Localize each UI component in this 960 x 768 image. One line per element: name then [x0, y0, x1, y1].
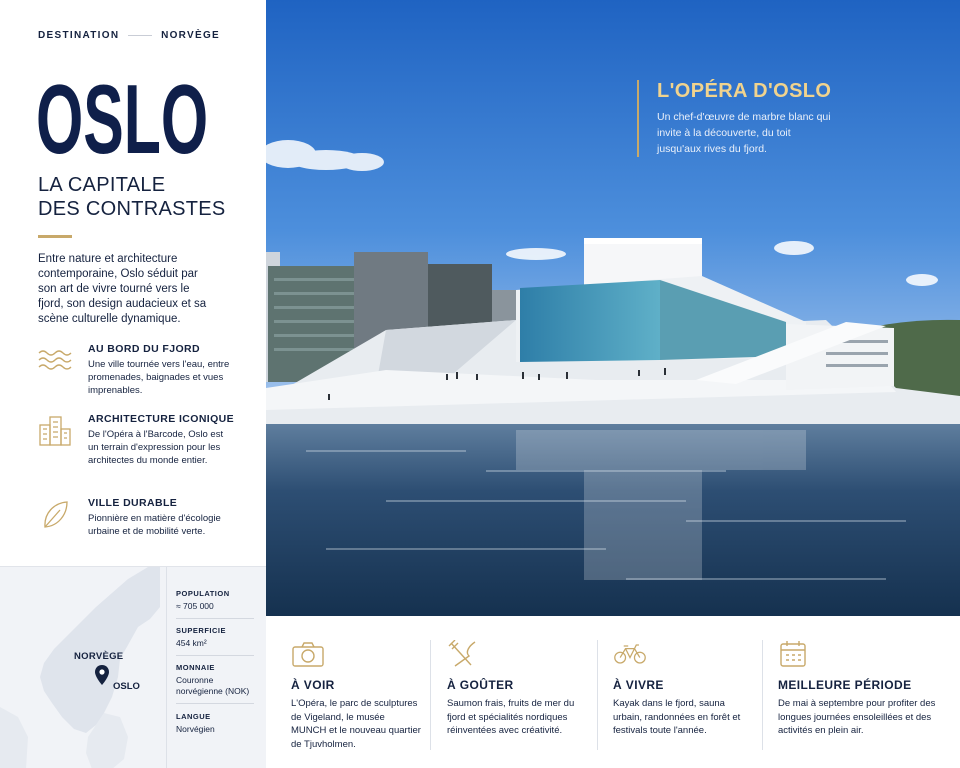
fact-label: SUPERFICIE [176, 626, 227, 635]
callout-desc: Un chef-d'œuvre de marbre blanc qui invite à la découverte, du toit jusqu'aux rives du fjord. [657, 111, 831, 155]
opera-illustration [266, 0, 960, 616]
info-cards [266, 616, 960, 768]
fact-value: Couronne norvégienne (NOK) [176, 675, 250, 696]
callout-title: L'OPÉRA D'OSLO [657, 80, 832, 102]
location-pin-icon [95, 665, 109, 685]
card-title: À VOIR [291, 678, 335, 692]
card-title: À GOÛTER [447, 678, 514, 692]
card-title: À VIVRE [613, 678, 664, 692]
feature-desc: De l'Opéra à l'Barcode, Oslo est un terrain d'expression pour les architectes du monde entier. [88, 429, 224, 466]
bicycle-icon [613, 640, 647, 668]
facts-panel [166, 567, 266, 768]
subtitle-line-2: DES CONTRASTES [38, 198, 226, 220]
feature-desc: Pionnière en matière d'écologie urbaine et de mobilité verte. [88, 513, 221, 537]
left-panel [0, 0, 266, 768]
waves-icon [36, 343, 74, 379]
map-city-label: OSLO [113, 681, 140, 692]
card-title: MEILLEURE PÉRIODE [778, 678, 912, 692]
fact-value: Norvégien [176, 724, 215, 734]
card-divider [430, 640, 431, 750]
card-desc: L'Opéra, le parc de sculptures de Vigeland, le musée MUNCH et le nouveau quartier de Tjuvholmen. [291, 698, 421, 750]
fact-value: 454 km² [176, 638, 207, 648]
page-subtitle [38, 173, 226, 221]
country-label: NORVÈGE [161, 30, 220, 41]
card-see [291, 616, 421, 768]
fact-value: ≈ 705 000 [176, 601, 214, 611]
fact-label: POPULATION [176, 589, 230, 598]
camera-icon [291, 640, 325, 668]
card-desc: Kayak dans le fjord, sauna urbain, randonnées en forêt et festivals toute l'année. [613, 698, 741, 736]
map-section [0, 566, 266, 768]
feature-sustainable [36, 497, 236, 538]
page-title: OSLO [36, 64, 209, 174]
subtitle-line-1: LA CAPITALE [38, 174, 166, 196]
hero-image [266, 0, 960, 616]
intro-text: Entre nature et architecture contemporaine, Oslo séduit par son art de vivre tourné vers le fjord, son design audacieux et sa scène culturelle dynamique. [38, 253, 207, 325]
map-country-label: NORVÈGE [74, 651, 124, 662]
fact-divider [176, 618, 254, 619]
fact-label: MONNAIE [176, 663, 215, 672]
card-divider [597, 640, 598, 750]
leaf-icon [36, 497, 74, 533]
opera-callout [637, 80, 837, 157]
fork-knife-icon [447, 640, 481, 668]
feature-title: VILLE DURABLE [88, 497, 178, 509]
card-live [613, 616, 748, 768]
feature-desc: Une ville tournée vers l'eau, entre promenades, baignades et vues imprenables. [88, 359, 230, 396]
buildings-icon [36, 413, 74, 449]
feature-fjord [36, 343, 236, 397]
calendar-icon [778, 640, 812, 668]
feature-title: AU BORD DU FJORD [88, 343, 200, 355]
header-divider [128, 35, 152, 36]
fact-divider [176, 655, 254, 656]
fact-area [176, 626, 260, 656]
card-desc: Saumon frais, fruits de mer du fjord et spécialités nordiques réinventées avec créativité. [447, 698, 575, 736]
destination-label: DESTINATION [38, 30, 120, 41]
gold-divider [38, 235, 72, 238]
fact-divider [176, 703, 254, 704]
fact-label: LANGUE [176, 712, 211, 721]
fact-population [176, 589, 260, 619]
fact-currency [176, 663, 260, 704]
card-season [778, 616, 938, 768]
destination-header [38, 30, 220, 41]
feature-title: ARCHITECTURE ICONIQUE [88, 413, 235, 425]
norway-map [0, 567, 160, 768]
card-taste [447, 616, 582, 768]
feature-architecture [36, 413, 236, 467]
card-desc: De mai à septembre pour profiter des longues journées ensoleillées et des activités en plein air. [778, 698, 936, 736]
fact-language [176, 712, 260, 735]
card-divider [762, 640, 763, 750]
